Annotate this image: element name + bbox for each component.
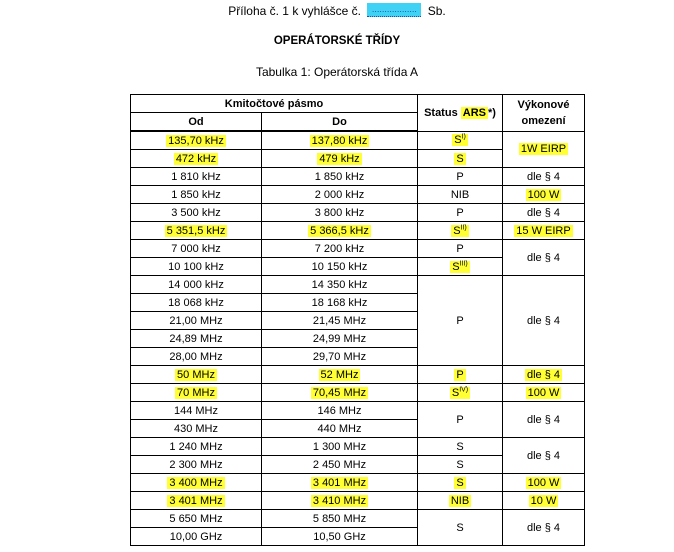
band-to-cell	[262, 510, 418, 528]
status-cell	[418, 258, 503, 276]
status-cell	[418, 150, 503, 168]
band-from-cell-text: 3 400 MHz	[169, 476, 223, 489]
power-cell	[503, 131, 585, 168]
band-from-cell-text: 3 500 kHz	[171, 206, 221, 219]
power-cell	[503, 168, 585, 186]
status-cell-text: P	[456, 314, 464, 327]
power-cell-text: dle § 4	[526, 521, 561, 534]
band-from-cell-text: 10 100 kHz	[168, 260, 224, 273]
band-from-cell-text: 1 810 kHz	[171, 170, 221, 183]
status-cell-text: NIB	[450, 494, 470, 507]
power-header	[503, 95, 585, 132]
status-cell-text: $S^{II)}$	[453, 223, 467, 237]
band-to-cell	[262, 456, 418, 474]
band-to-cell-text: 3 410 MHz	[312, 494, 367, 507]
band-from-cell-text: 430 MHz	[173, 422, 219, 435]
band-to-cell	[262, 348, 418, 366]
band-to-cell-text: 5 850 MHz	[312, 512, 367, 525]
band-from-cell-text: 135,70 kHz	[168, 134, 224, 147]
table-row	[131, 186, 585, 204]
band-from-cell-text: 1 240 MHz	[169, 440, 223, 453]
band-from-cell	[131, 402, 262, 420]
power-header-label: Výkonové omezení	[517, 98, 570, 127]
power-cell	[503, 186, 585, 204]
status-cell-text: P	[456, 242, 464, 255]
status-cell	[418, 384, 503, 402]
power-cell-text: 15 W EIRP	[516, 224, 571, 237]
power-cell	[503, 474, 585, 492]
status-cell	[418, 474, 503, 492]
band-to-cell	[262, 168, 418, 186]
table-row	[131, 438, 585, 456]
band-to-cell-text: 146 MHz	[317, 404, 362, 417]
band-from-cell	[131, 474, 262, 492]
band-to-cell	[262, 330, 418, 348]
band-from-cell-text: 5 351,5 kHz	[166, 224, 226, 237]
band-to-cell-text: 7 200 kHz	[314, 242, 365, 255]
band-to-cell	[262, 492, 418, 510]
table-row	[131, 402, 585, 420]
band-from-cell	[131, 456, 262, 474]
power-cell	[503, 384, 585, 402]
band-from-cell-text: 18 068 kHz	[168, 296, 224, 309]
band-to-cell	[262, 438, 418, 456]
table-row	[131, 276, 585, 294]
band-to-cell-text: 52 MHz	[320, 368, 359, 381]
band-from-cell-text: 144 MHz	[173, 404, 219, 417]
band-to-cell-text: 14 350 kHz	[311, 278, 368, 291]
power-cell	[503, 240, 585, 276]
band-to-cell-text: 10 150 kHz	[311, 260, 368, 273]
band-from-cell	[131, 330, 262, 348]
power-cell	[503, 510, 585, 546]
power-cell	[503, 204, 585, 222]
band-from-cell	[131, 222, 262, 240]
status-cell-text: S	[456, 440, 464, 453]
band-from-cell	[131, 240, 262, 258]
band-to-cell	[262, 222, 418, 240]
band-to-cell	[262, 240, 418, 258]
status-cell	[418, 438, 503, 456]
power-cell-text: dle § 4	[526, 368, 561, 381]
band-to-cell-text: 21,45 MHz	[312, 314, 367, 327]
power-cell-text: dle § 4	[526, 314, 561, 327]
power-cell-text: dle § 4	[526, 206, 561, 219]
status-cell-text: $S^{III)}$	[452, 259, 468, 273]
band-from-cell-text: 3 401 MHz	[169, 494, 223, 507]
status-cell	[418, 204, 503, 222]
operator-class-table	[130, 94, 585, 546]
band-from-cell	[131, 384, 262, 402]
document-title: OPERÁTORSKÉ TŘÍDY	[273, 35, 401, 47]
status-cell-text: NIB	[450, 188, 470, 201]
power-cell-text: 100 W	[527, 476, 560, 489]
band-to-cell	[262, 420, 418, 438]
status-cell-footnote: III)	[459, 259, 468, 267]
document-header	[0, 3, 674, 18]
band-to-cell	[262, 186, 418, 204]
power-cell-text: 100 W	[527, 386, 560, 399]
status-header-prefix: Status	[424, 106, 458, 119]
status-header-ars: ARS	[462, 106, 486, 119]
table-row	[131, 131, 585, 150]
status-cell-text: S	[456, 521, 464, 534]
status-header-suffix: *)	[487, 106, 496, 119]
band-from-cell-text: 50 MHz	[177, 368, 215, 381]
status-cell-text: P	[456, 206, 464, 219]
band-from-cell-text: 14 000 kHz	[168, 278, 224, 291]
band-from-cell	[131, 510, 262, 528]
status-cell	[418, 222, 503, 240]
from-header: Od	[131, 113, 262, 132]
table-body	[131, 131, 585, 546]
header-suffix: Sb.	[427, 4, 446, 18]
table-row	[131, 384, 585, 402]
band-to-cell-text: 24,99 MHz	[312, 332, 367, 345]
status-cell	[418, 131, 503, 150]
status-cell	[418, 240, 503, 258]
band-from-cell	[131, 312, 262, 330]
band-to-cell	[262, 474, 418, 492]
status-cell	[418, 168, 503, 186]
power-cell	[503, 438, 585, 474]
band-from-cell	[131, 420, 262, 438]
band-from-cell	[131, 186, 262, 204]
table-row	[131, 240, 585, 258]
status-cell-text: $S^{IV)}$	[451, 385, 469, 399]
band-to-cell	[262, 366, 418, 384]
power-cell-text: 1W EIRP	[520, 143, 567, 156]
band-to-cell-text: 2 450 MHz	[312, 458, 367, 471]
header-number-blank: ..................	[367, 3, 421, 17]
band-to-cell-text: 18 168 kHz	[311, 296, 368, 309]
table-row	[131, 474, 585, 492]
status-cell	[418, 510, 503, 546]
band-from-cell	[131, 204, 262, 222]
power-cell	[503, 492, 585, 510]
status-cell	[418, 492, 503, 510]
status-cell	[418, 366, 503, 384]
status-cell-text: S	[456, 458, 464, 471]
band-from-cell	[131, 348, 262, 366]
to-header: Do	[262, 113, 418, 132]
status-cell-footnote: IV)	[459, 385, 469, 393]
band-to-cell	[262, 402, 418, 420]
table-row	[131, 168, 585, 186]
band-to-cell-text: 2 000 kHz	[314, 188, 365, 201]
status-cell	[418, 456, 503, 474]
power-cell	[503, 366, 585, 384]
band-to-cell-text: 1 850 kHz	[314, 170, 365, 183]
band-to-cell	[262, 276, 418, 294]
band-from-cell-text: 7 000 kHz	[171, 242, 221, 255]
band-to-cell-text: 70,45 MHz	[312, 386, 367, 399]
table-row	[131, 510, 585, 528]
status-cell-text: P	[456, 170, 464, 183]
power-cell-text: dle § 4	[526, 449, 561, 462]
band-to-cell-text: 440 MHz	[317, 422, 362, 435]
band-from-cell-text: 2 300 MHz	[169, 458, 223, 471]
band-from-cell	[131, 492, 262, 510]
power-cell	[503, 222, 585, 240]
band-from-cell-text: 472 kHz	[175, 152, 217, 165]
status-cell-text: S	[456, 152, 464, 165]
band-from-cell	[131, 528, 262, 546]
power-cell-text: dle § 4	[526, 251, 561, 264]
band-from-cell	[131, 366, 262, 384]
band-to-cell-text: 1 300 MHz	[312, 440, 367, 453]
band-from-cell-text: 21,00 MHz	[169, 314, 223, 327]
band-from-cell	[131, 438, 262, 456]
band-from-cell-text: 1 850 kHz	[171, 188, 221, 201]
band-to-cell	[262, 258, 418, 276]
table-row	[131, 366, 585, 384]
status-cell	[418, 276, 503, 366]
power-cell-text: 10 W	[530, 494, 557, 507]
band-to-cell	[262, 204, 418, 222]
band-to-cell-text: 10,50 GHz	[313, 530, 366, 543]
power-cell-text: 100 W	[527, 188, 560, 201]
power-cell	[503, 402, 585, 438]
status-cell-text: S	[456, 476, 464, 489]
power-cell-text: dle § 4	[526, 413, 561, 426]
band-from-cell-text: 70 MHz	[177, 386, 215, 399]
status-cell	[418, 402, 503, 438]
status-cell-text: P	[456, 368, 464, 381]
band-from-cell	[131, 168, 262, 186]
band-to-cell-text: 137,80 kHz	[311, 134, 368, 147]
table-row	[131, 204, 585, 222]
status-cell	[418, 186, 503, 204]
band-header: Kmitočtové pásmo	[131, 95, 418, 113]
band-to-cell-text: 3 401 MHz	[312, 476, 367, 489]
power-cell-text: dle § 4	[526, 170, 561, 183]
band-to-cell	[262, 384, 418, 402]
band-from-cell-text: 10,00 GHz	[169, 530, 223, 543]
band-from-cell-text: 28,00 MHz	[169, 350, 223, 363]
table-row	[131, 222, 585, 240]
band-to-cell-text: 479 kHz	[319, 152, 360, 165]
status-cell-text: P	[456, 413, 464, 426]
table-row	[131, 492, 585, 510]
band-to-cell	[262, 294, 418, 312]
band-to-cell-text: 3 800 kHz	[314, 206, 365, 219]
band-to-cell-text: 5 366,5 kHz	[310, 224, 369, 237]
band-to-cell	[262, 131, 418, 150]
status-cell-text: $S^{I)}$	[454, 133, 466, 147]
status-cell-footnote: I)	[461, 133, 466, 141]
band-from-cell	[131, 276, 262, 294]
band-from-cell	[131, 294, 262, 312]
table-caption: Tabulka 1: Operátorská třída A	[255, 65, 419, 79]
status-header	[418, 95, 503, 132]
band-from-cell	[131, 150, 262, 168]
header-prefix: Příloha č. 1 k vyhlášce č.	[228, 4, 362, 18]
band-to-cell	[262, 150, 418, 168]
band-from-cell	[131, 258, 262, 276]
band-from-cell-text: 24,89 MHz	[169, 332, 223, 345]
power-cell	[503, 276, 585, 366]
band-to-cell	[262, 312, 418, 330]
band-to-cell-text: 29,70 MHz	[312, 350, 367, 363]
status-cell-footnote: II)	[460, 223, 467, 231]
band-to-cell	[262, 528, 418, 546]
band-from-cell-text: 5 650 MHz	[169, 512, 223, 525]
band-from-cell	[131, 131, 262, 150]
